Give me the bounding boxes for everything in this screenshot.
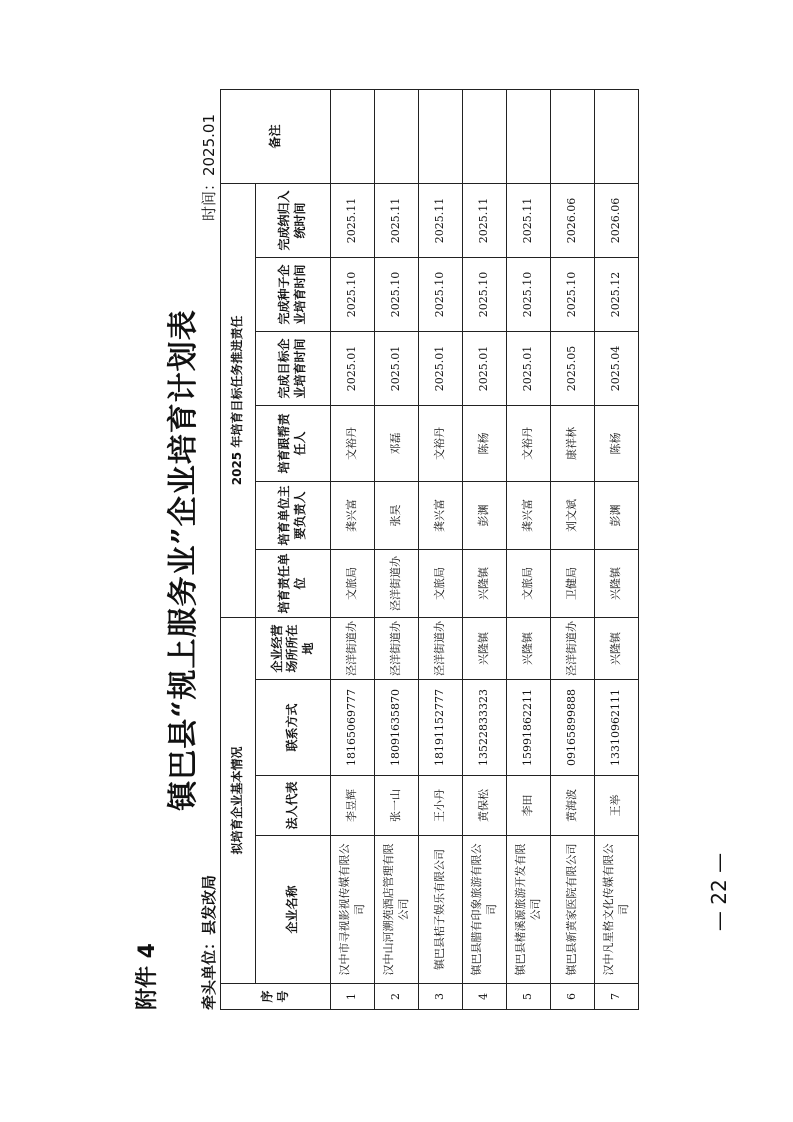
row-head: 彭渊 — [595, 481, 639, 549]
row-seq: 7 — [595, 984, 639, 1010]
row-location: 泾洋街道办 — [375, 617, 419, 679]
row-stat-time: 2025.11 — [463, 183, 507, 257]
row-helper: 文裕丹 — [507, 405, 551, 481]
row-seed-time: 2025.10 — [507, 257, 551, 331]
row-head: 刘文斌 — [551, 481, 595, 549]
row-helper: 康祥林 — [551, 405, 595, 481]
plan-header: 2025 年培育目标任务推进责任 — [221, 183, 256, 617]
row-phone: 15991862211 — [507, 680, 551, 776]
row-note — [331, 89, 375, 183]
row-helper: 文裕丹 — [331, 405, 375, 481]
row-stat-time: 2025.11 — [507, 183, 551, 257]
table-row — [375, 89, 419, 1009]
row-head: 龚兴富 — [331, 481, 375, 549]
row-location: 泾洋街道办 — [551, 617, 595, 679]
col-helper: 培育跟帮责任人 — [256, 405, 331, 481]
table-row — [551, 89, 595, 1009]
row-note — [463, 89, 507, 183]
row-unit: 兴隆镇 — [463, 549, 507, 617]
row-seed-time: 2025.10 — [419, 257, 463, 331]
row-seed-time: 2025.10 — [375, 257, 419, 331]
row-unit: 泾洋街道办 — [375, 549, 419, 617]
row-unit: 卫健局 — [551, 549, 595, 617]
table-row — [419, 89, 463, 1009]
table-row — [463, 89, 507, 1009]
table-row — [595, 89, 639, 1009]
row-unit: 文旅局 — [331, 549, 375, 617]
row-stat-time: 2025.11 — [375, 183, 419, 257]
row-target-time: 2025.01 — [375, 331, 419, 405]
row-company-name: 镇巴县腊有印象旅游有限公司 — [463, 836, 507, 984]
row-unit: 文旅局 — [507, 549, 551, 617]
row-legal: 王小丹 — [419, 776, 463, 836]
table-group-header — [221, 89, 256, 1009]
row-phone: 18165069777 — [331, 680, 375, 776]
row-company-name: 镇巴县桔子娱乐有限公司 — [419, 836, 463, 984]
row-legal: 黄海波 — [551, 776, 595, 836]
row-stat-time: 2026.06 — [595, 183, 639, 257]
row-target-time: 2025.04 — [595, 331, 639, 405]
row-head: 龚兴富 — [507, 481, 551, 549]
row-unit: 文旅局 — [419, 549, 463, 617]
row-helper: 陈杨 — [463, 405, 507, 481]
basic-info-header: 拟培育企业基本情况 — [221, 617, 256, 983]
col-legal: 法人代表 — [256, 776, 331, 836]
lead-unit: 牵头单位：县发改局 — [200, 874, 218, 1010]
row-note — [419, 89, 463, 183]
row-head: 彭渊 — [463, 481, 507, 549]
row-company-name: 汉中山河溯苑酒店管理有限公司 — [375, 836, 419, 984]
row-seq: 2 — [375, 984, 419, 1010]
note-header: 备注 — [221, 89, 331, 183]
page-title: 镇巴县“规上服务业”企业培育计划表 — [166, 309, 201, 811]
col-stat-time: 完成纳归入统时间 — [256, 183, 331, 257]
row-note — [551, 89, 595, 183]
row-seq: 3 — [419, 984, 463, 1010]
row-phone: 18091635870 — [375, 680, 419, 776]
table-row — [507, 89, 551, 1009]
row-target-time: 2025.01 — [463, 331, 507, 405]
col-seed-time: 完成种子企业培育时间 — [256, 257, 331, 331]
row-company-name: 汉中市寻视影视传媒有限公司 — [331, 836, 375, 984]
row-stat-time: 2025.11 — [331, 183, 375, 257]
col-phone: 联系方式 — [256, 680, 331, 776]
row-target-time: 2025.01 — [419, 331, 463, 405]
row-phone: 18191152777 — [419, 680, 463, 776]
row-seed-time: 2025.10 — [551, 257, 595, 331]
page-number: — 22 — — [707, 852, 732, 932]
row-seed-time: 2025.12 — [595, 257, 639, 331]
row-legal: 王举 — [595, 776, 639, 836]
row-legal: 张一山 — [375, 776, 419, 836]
row-legal: 李田 — [507, 776, 551, 836]
col-name: 企业名称 — [256, 836, 331, 984]
row-head: 龚兴富 — [419, 481, 463, 549]
row-location: 兴隆镇 — [463, 617, 507, 679]
table-row — [331, 89, 375, 1009]
col-unit: 培育责任单位 — [256, 549, 331, 617]
row-note — [595, 89, 639, 183]
row-phone: 09165899888 — [551, 680, 595, 776]
row-company-name: 镇巴县新黄家医院有限公司 — [551, 836, 595, 984]
row-target-time: 2025.01 — [507, 331, 551, 405]
row-target-time: 2025.05 — [551, 331, 595, 405]
col-target-time: 完成目标企业培育时间 — [256, 331, 331, 405]
row-location: 泾洋街道办 — [331, 617, 375, 679]
row-seq: 1 — [331, 984, 375, 1010]
row-legal: 黄保松 — [463, 776, 507, 836]
row-note — [507, 89, 551, 183]
row-target-time: 2025.01 — [331, 331, 375, 405]
seq-header: 序号 — [221, 984, 331, 1010]
row-note — [375, 89, 419, 183]
row-head: 张昊 — [375, 481, 419, 549]
row-company-name: 汉中凡星格文化传媒有限公司 — [595, 836, 639, 984]
row-unit: 兴隆镇 — [595, 549, 639, 617]
row-location: 兴隆镇 — [507, 617, 551, 679]
rotated-page — [130, 110, 793, 1010]
row-seq: 6 — [551, 984, 595, 1010]
row-seq: 5 — [507, 984, 551, 1010]
row-helper: 邓磊 — [375, 405, 419, 481]
row-helper: 文裕丹 — [419, 405, 463, 481]
row-stat-time: 2026.06 — [551, 183, 595, 257]
row-seed-time: 2025.10 — [463, 257, 507, 331]
table-column-header — [256, 89, 331, 1009]
col-location: 企业经营场所所在地 — [256, 617, 331, 679]
cultivation-plan-table — [220, 89, 639, 1010]
row-seed-time: 2025.10 — [331, 257, 375, 331]
row-stat-time: 2025.11 — [419, 183, 463, 257]
row-legal: 李昱辉 — [331, 776, 375, 836]
row-helper: 陈杨 — [595, 405, 639, 481]
row-location: 泾洋街道办 — [419, 617, 463, 679]
row-phone: 13522833323 — [463, 680, 507, 776]
col-head: 培育单位主要负责人 — [256, 481, 331, 549]
row-phone: 13310962111 — [595, 680, 639, 776]
attachment-label: 附件 4 — [135, 943, 160, 1010]
row-location: 兴隆镇 — [595, 617, 639, 679]
document-date: 时间：2025.01 — [200, 114, 218, 222]
row-company-name: 镇巴县楮溪源旅游开发有限公司 — [507, 836, 551, 984]
row-seq: 4 — [463, 984, 507, 1010]
